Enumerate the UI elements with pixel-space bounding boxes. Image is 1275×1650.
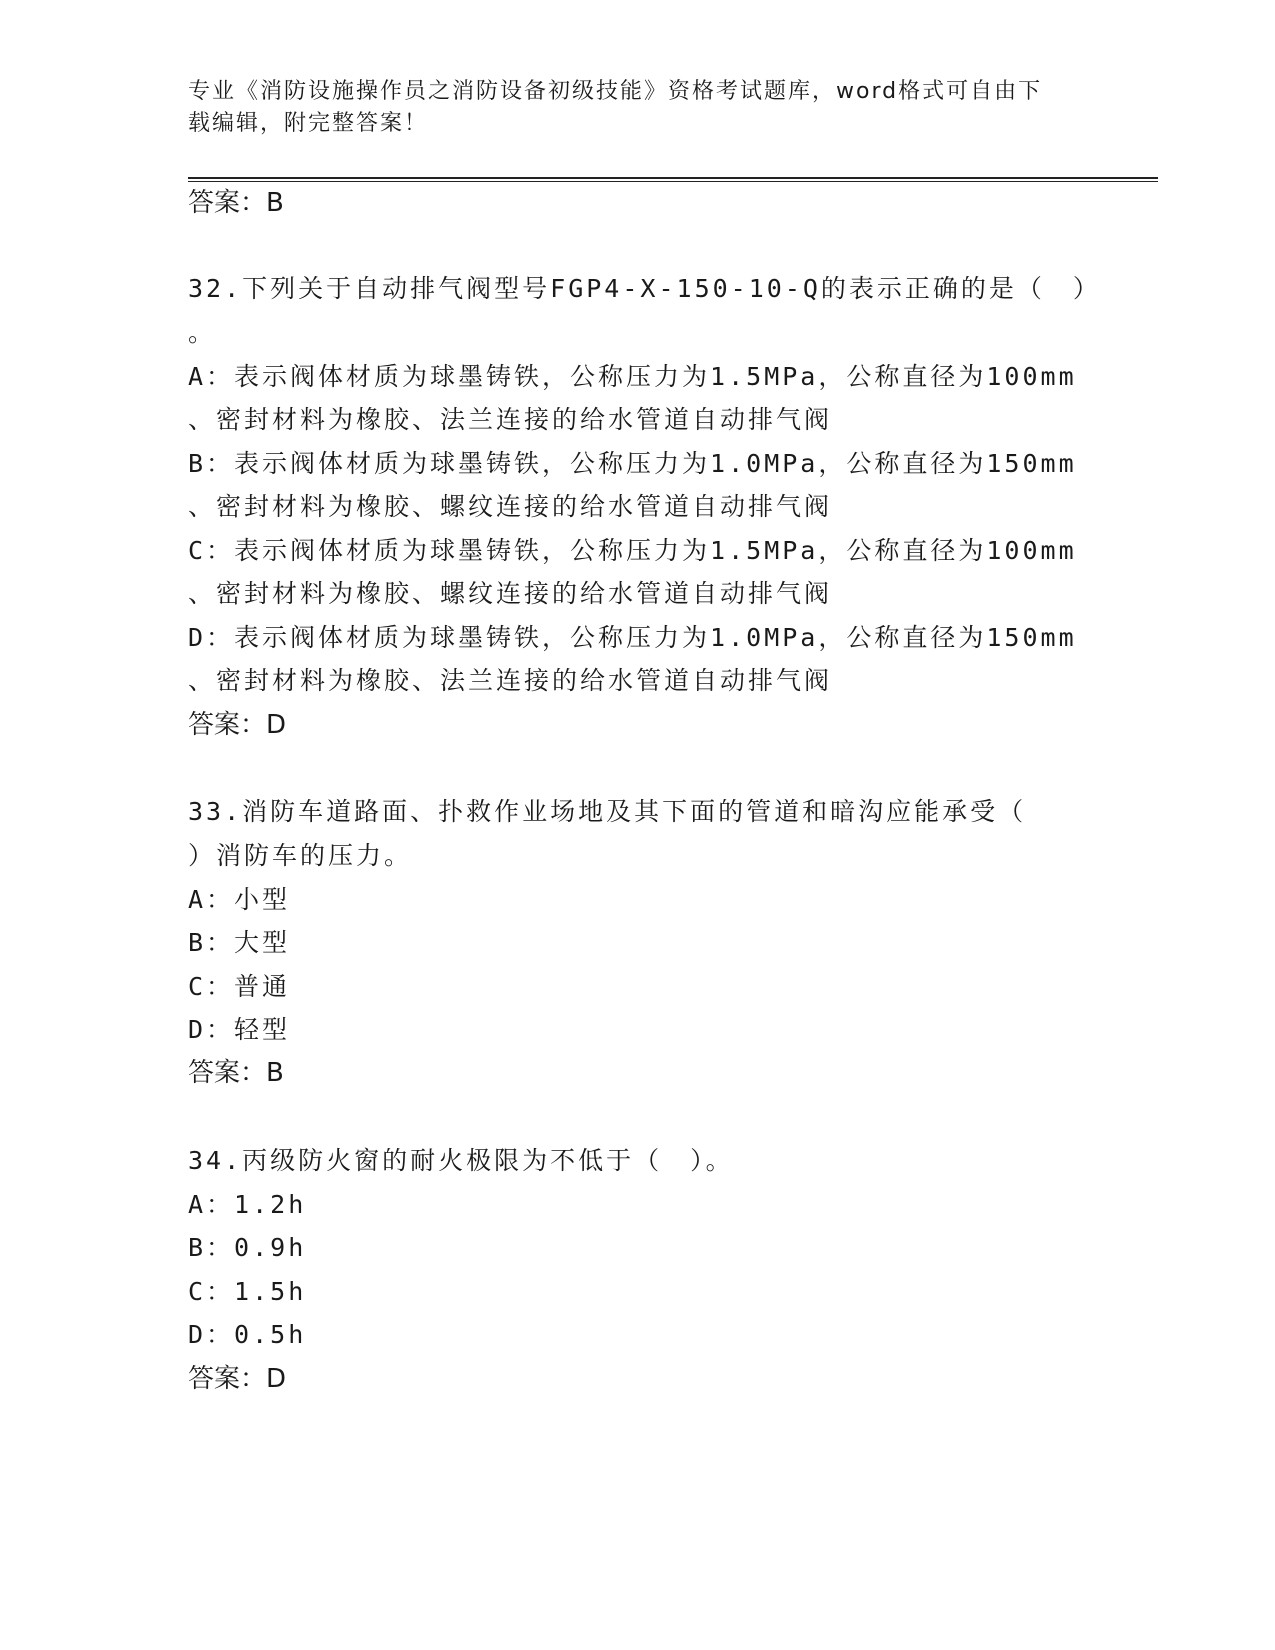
question-32-option-b-cont: 、密封材料为橡胶、螺纹连接的给水管道自动排气阀 bbox=[188, 492, 833, 521]
question-34-option-d: D：0.5h bbox=[188, 1320, 307, 1349]
question-32-stem-cont: 。 bbox=[188, 318, 217, 347]
question-33-option-d: D：轻型 bbox=[188, 1015, 291, 1044]
question-32-option-a-cont: 、密封材料为橡胶、法兰连接的给水管道自动排气阀 bbox=[188, 405, 833, 434]
question-34-option-b: B：0.9h bbox=[188, 1233, 307, 1262]
question-33-option-c: C：普通 bbox=[188, 972, 291, 1001]
question-33-option-a: A：小型 bbox=[188, 885, 291, 914]
answer-33: 答案：B bbox=[188, 1058, 284, 1088]
question-32-option-c: C：表示阀体材质为球墨铸铁，公称压力为1.5MPa，公称直径为100mm bbox=[188, 536, 1077, 565]
question-34-stem: 34.丙级防火窗的耐火极限为不低于（ ）。 bbox=[188, 1146, 734, 1175]
answer-32: 答案：D bbox=[188, 710, 287, 740]
question-33-stem-cont: ）消防车的压力。 bbox=[188, 841, 413, 870]
header-line-1: 专业《消防设施操作员之消防设备初级技能》资格考试题库，word格式可自由下 bbox=[188, 79, 1043, 104]
header-line-2: 载编辑，附完整答案！ bbox=[188, 111, 429, 136]
question-32-stem: 32.下列关于自动排气阀型号FGP4-X-150-10-Q的表示正确的是（ ） bbox=[188, 274, 1101, 303]
answer-34: 答案：D bbox=[188, 1364, 287, 1394]
question-32-option-b: B：表示阀体材质为球墨铸铁，公称压力为1.0MPa，公称直径为150mm bbox=[188, 449, 1077, 478]
answer-31: 答案：B bbox=[188, 188, 284, 218]
question-32-option-c-cont: 、密封材料为橡胶、螺纹连接的给水管道自动排气阀 bbox=[188, 579, 833, 608]
header-divider bbox=[188, 177, 1158, 182]
document-header bbox=[188, 76, 1088, 140]
question-34-option-a: A：1.2h bbox=[188, 1190, 307, 1219]
question-33-option-b: B：大型 bbox=[188, 928, 291, 957]
question-32-option-a: A：表示阀体材质为球墨铸铁，公称压力为1.5MPa，公称直径为100mm bbox=[188, 362, 1077, 391]
question-32-option-d-cont: 、密封材料为橡胶、法兰连接的给水管道自动排气阀 bbox=[188, 666, 833, 695]
question-34-option-c: C：1.5h bbox=[188, 1277, 307, 1306]
question-33-stem: 33.消防车道路面、扑救作业场地及其下面的管道和暗沟应能承受（ bbox=[188, 797, 1027, 826]
question-32-option-d: D：表示阀体材质为球墨铸铁，公称压力为1.0MPa，公称直径为150mm bbox=[188, 623, 1077, 652]
